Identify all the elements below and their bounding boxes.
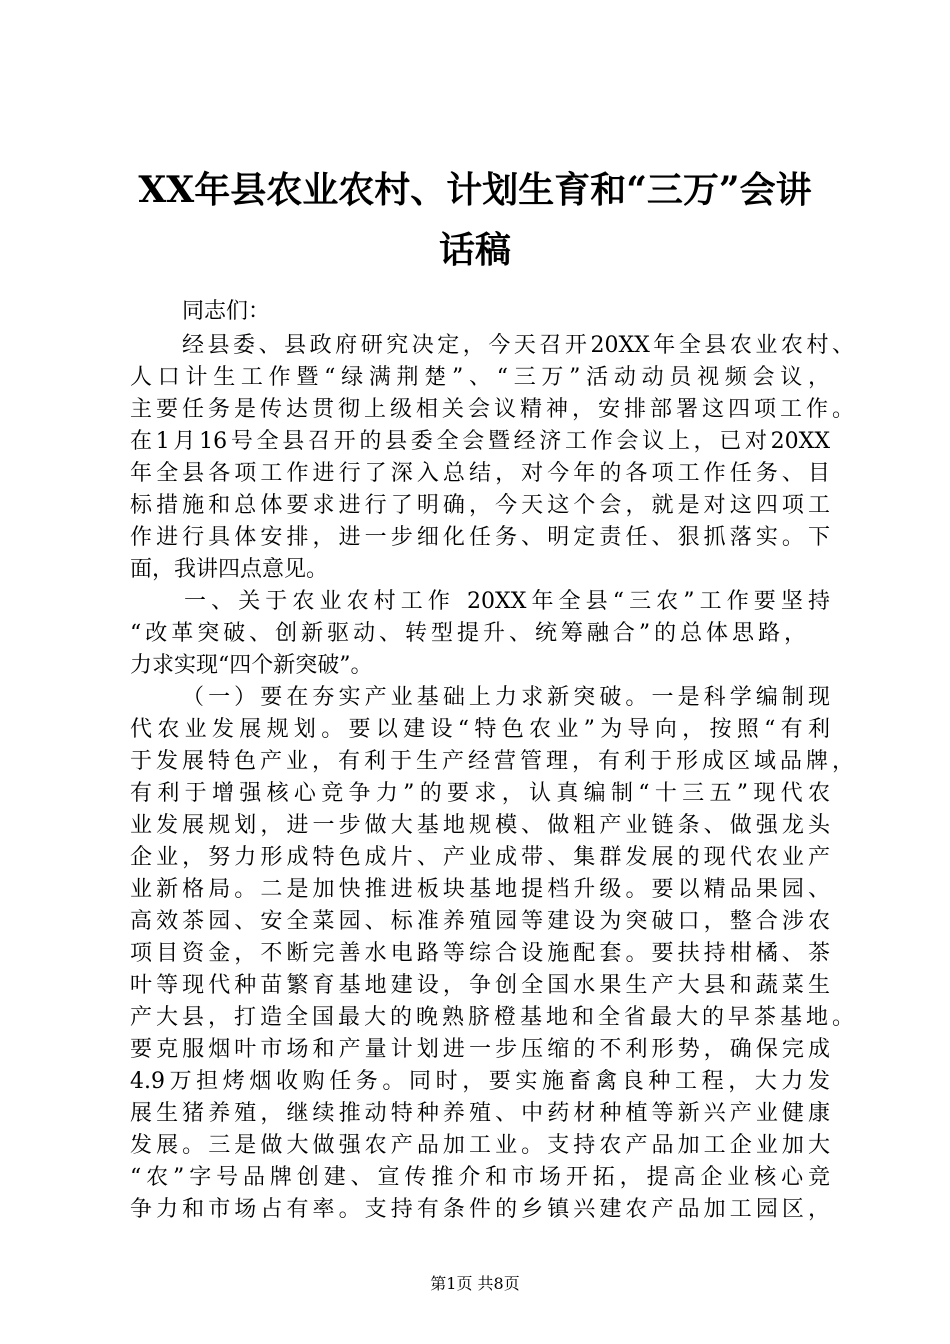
paragraph-line: “农”字号品牌创建、宣传推介和市场开拓，提高企业核心竞 [130,1165,830,1190]
paragraph-line: 高效茶园、安全菜园、标准养殖园等建设为突破口，整合涉农 [130,909,830,934]
paragraph-line: 有利于增强核心竞争力”的要求，认真编制“十三五”现代农 [130,781,830,806]
paragraph-line: 标措施和总体要求进行了明确，今天这个会，就是对这四项工 [130,493,830,518]
paragraph-line: 发展。三是做大做强农产品加工业。支持农产品加工企业加大 [130,1133,830,1158]
paragraph-line: 产大县，打造全国最大的晚熟脐橙基地和全省最大的早茶基地。 [130,1005,854,1030]
paragraph-line: 主要任务是传达贯彻上级相关会议精神，安排部署这四项工作。 [130,397,854,422]
paragraph-line: 面，我讲四点意见。 [130,557,329,582]
salutation: 同志们： [182,299,271,324]
paragraph-line: 要克服烟叶市场和产量计划进一步压缩的不利形势，确保完成 [130,1037,830,1062]
paragraph-line: 叶等现代种苗繁育基地建设，争创全国水果生产大县和蔬菜生 [130,973,830,998]
page-footer: 第1页 共8页 [430,1274,520,1293]
paragraph-line: 经县委、县政府研究决定，今天召开20XX年全县农业农村、 [182,333,854,358]
paragraph-line: 业发展规划，进一步做大基地规模、做粗产业链条、做强龙头 [130,813,830,838]
paragraph-line: 于发展特色产业，有利于生产经营管理，有利于形成区域品牌， [130,749,854,774]
paragraph-line: 作进行具体安排，进一步细化任务、明定责任、狠抓落实。下 [130,525,830,550]
paragraph-line: 企业，努力形成特色成片、产业成带、集群发展的现代农业产 [130,845,830,870]
paragraph-line: 项目资金，不断完善水电路等综合设施配套。要扶持柑橘、茶 [130,941,830,966]
paragraph-line: 4.9万担烤烟收购任务。同时，要实施畜禽良种工程，大力发 [130,1069,830,1094]
paragraph-line: 在1月16号全县召开的县委全会暨经济工作会议上，已对20XX [130,429,830,454]
paragraph-line: （一）要在夯实产业基础上力求新突破。一是科学编制现 [182,685,830,710]
document-title-line1: XX年县农业农村、计划生育和“三万”会讲 [138,169,812,211]
paragraph-line: 展生猪养殖，继续推动特种养殖、中药材种植等新兴产业健康 [130,1101,830,1126]
paragraph-line: “改革突破、创新驱动、转型提升、统筹融合”的总体思路， [130,621,806,646]
paragraph-line: 年全县各项工作进行了深入总结，对今年的各项工作任务、目 [130,461,830,486]
paragraph-line: 争力和市场占有率。支持有条件的乡镇兴建农产品加工园区， [130,1197,830,1222]
paragraph-line: 力求实现“四个新突破”。 [130,653,373,678]
paragraph-line: 业新格局。二是加快推进板块基地提档升级。要以精品果园、 [130,877,830,902]
section-heading-line: 一、关于农业农村工作 20XX年全县“三农”工作要坚持 [184,589,830,614]
paragraph-line: 人口计生工作暨“绿满荆楚”、“三万”活动动员视频会议， [130,365,830,390]
document-title-line2: 话稿 [438,229,511,271]
paragraph-line: 代农业发展规划。要以建设“特色农业”为导向，按照“有利 [130,717,830,742]
